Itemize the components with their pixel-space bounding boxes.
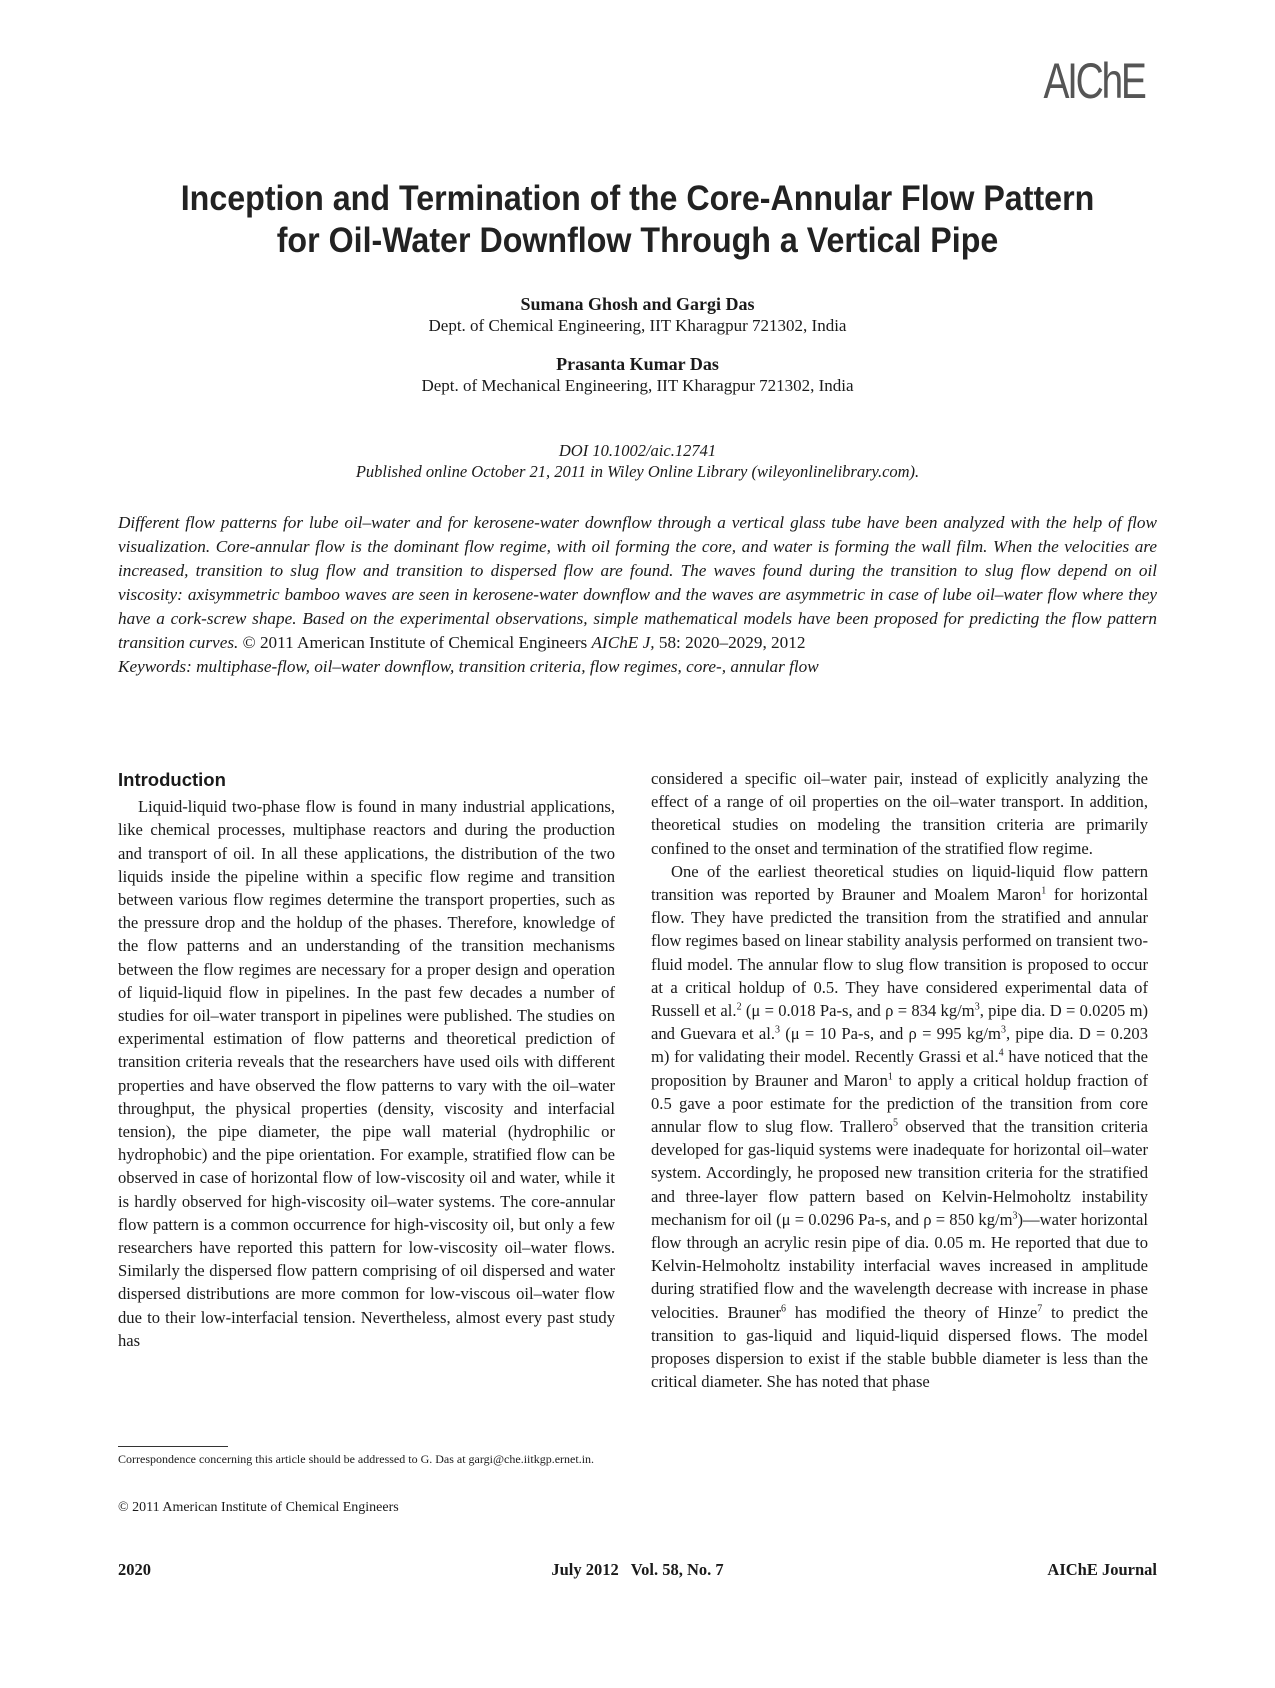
exponent: 3 — [1000, 1024, 1006, 1036]
published-online: Published online October 21, 2011 in Wiley Online Library (wileyonlinelibrary.com). — [355, 462, 920, 481]
copyright-line: © 2011 American Institute of Chemical Engineers — [118, 1500, 399, 1515]
journal-name: AIChE Journal — [1047, 1560, 1157, 1579]
article-title — [51, 178, 1224, 262]
journal-logo: AIChE — [1043, 53, 1145, 109]
citation-ref: 1 — [1041, 885, 1047, 897]
author-affiliation: Dept. of Chemical Engineering, IIT Kharagpur 721302, India — [428, 316, 847, 335]
paragraph: considered a specific oil–water pair, instead of explicitly analyzing the effect of a range of oil properties on the oil–water transport. In addition, theoretical studies on modeling the transition criteria are primarily confined to the onset and termination of the stratified flow regime. — [651, 769, 1148, 858]
right-column — [651, 767, 1148, 1393]
citation-ref: 2 — [736, 1001, 742, 1013]
left-column — [118, 768, 615, 1352]
citation-ref: 7 — [1037, 1303, 1043, 1315]
author-block-1 — [0, 293, 1275, 337]
author-name: Prasanta Kumar Das — [556, 354, 719, 374]
citation-ref: 5 — [893, 1117, 899, 1129]
author-block-2 — [0, 353, 1275, 397]
keywords: Keywords: multiphase-flow, oil–water downflow, transition criteria, flow regimes, core-, annular flow — [118, 657, 819, 676]
issue-info: July 2012 Vol. 58, No. 7 — [551, 1560, 724, 1579]
citation-ref: 4 — [998, 1047, 1004, 1059]
author-affiliation: Dept. of Mechanical Engineering, IIT Kharagpur 721302, India — [421, 376, 854, 395]
citation-ref: 6 — [781, 1303, 787, 1315]
paragraph: One of the earliest theoretical studies on liquid-liquid flow pattern transition was reported by Brauner and Moalem Maron$^1$ for horizontal flow. They have predicted the transition from the stratified and annular flow regimes based on linear stability analysis performed on transient two-fluid model. The annular flow to slug flow transition is proposed to occur at a critical holdup of 0.5. They have considered experimental data of Russell et al.$^2$ (μ = 0.018 Pa-s, and ρ = 834 $kg/m^3$, pipe dia. D = 0.0205 m) and Guevara et al.$^3$ (μ = 10 Pa-s, and ρ = 995 $kg/m^3$, pipe dia. D = 0.203 m) for validating their model. Recently Grassi et al.$^4$ have noticed that the proposition by Brauner and Maron$^1$ to apply a critical holdup fraction of 0.5 gave a poor estimate for the prediction of the transition from core annular flow to slug flow. Trallero$^5$ observed that the transition criteria developed for gas-liquid systems were inadequate for horizontal oil–water system. Accordingly, he proposed new transition criteria for the stratified and three-layer flow pattern based on Kelvin-Helmoholtz instability mechanism for oil (μ = 0.0296 Pa-s, and ρ = 850 $kg/m^3)—water$ horizontal flow through an acrylic resin pipe of dia. 0.05 m. He reported that due to Kelvin-Helmoholtz instability interfacial waves increased in amplitude during stratified flow and the wavelength decrease with increase in phase velocities. Brauner$^6$ has modified the theory of Hinze$^7$ to predict the transition to gas-liquid and liquid-liquid dispersed flows. The model proposes dispersion to exist if the stable bubble diameter is less than the critical diameter. She has noted that phase — [651, 861, 1149, 1392]
abstract-body: Different flow patterns for lube oil–water and for kerosene-water downflow through a vertical glass tube have been analyzed with the help of flow visualization. Core-annular flow is the dominant flow regime, with oil forming the core, and water is forming the wall film. When the velocities are increased, transition to slug flow and transition to dispersed flow are found. The waves found during the transition to slug flow depend on oil viscosity: axisymmetric bamboo waves are seen in kerosene-water downflow and the waves are asymmetric in case of lube oil–water flow where they have a cork-screw shape. Based on the experimental observations, simple mathematical models have been proposed for predicting the flow pattern transition curves. — [118, 513, 1157, 652]
citation-ref: 1 — [887, 1071, 893, 1083]
paragraph: Liquid-liquid two-phase flow is found in many industrial applications, like chemical processes, multiphase reactors and during the production and transport of oil. In all these applications, the distribution of the two liquids inside the pipeline within a specific flow regime and transition between various flow regimes determine the transport properties, such as the pressure drop and the holdup of the phases. Therefore, knowledge of the flow patterns and an understanding of the transition mechanisms between the flow regimes are necessary for a proper design and operation of liquid-liquid flow in pipelines. In the past few decades a number of studies for oil–water transport in pipelines were published. The studies on experimental estimation of flow patterns and theoretical prediction of transition criteria reveals that the researchers have used oils with different properties and have observed the flow patterns to vary with the oil–water throughput, the physical properties (density, viscosity and interfacial tension), the pipe diameter, the pipe wall material (hydrophilic or hydrophobic) and the pipe orientation. For example, stratified flow can be observed in case of horizontal flow of low-viscosity oil and water, while it is hardly observed for high-viscosity oil–water systems. The core-annular flow pattern is a common occurrence for high-viscosity oil, but only a few researchers have reported this pattern for low-viscosity oil–water flows. Similarly the dispersed flow pattern comprising of oil dispersed and water dispersed distributions are more common for low-viscous oil–water flow due to their low-interfacial tension. Nevertheless, almost every past study has — [118, 797, 615, 1350]
abstract-journal: AIChE J, — [591, 633, 655, 652]
exponent: 3 — [1012, 1210, 1018, 1222]
abstract-citation: 58: 2020–2029, 2012 — [658, 633, 806, 652]
citation-ref: 3 — [775, 1024, 780, 1036]
abstract-copyright: © 2011 American Institute of Chemical Engineers — [242, 633, 588, 652]
article-title-line1: Inception and Termination of the Core-Annular Flow Pattern — [180, 179, 1095, 218]
exponent: 3 — [974, 1001, 980, 1013]
section-heading-introduction: Introduction — [118, 769, 226, 790]
article-title-line2: for Oil-Water Downflow Through a Vertical Pipe — [276, 221, 999, 260]
abstract — [118, 511, 1157, 679]
author-name: Sumana Ghosh and Gargi Das — [520, 294, 755, 314]
doi: DOI 10.1002/aic.12741 — [558, 441, 717, 460]
page-number: 2020 — [118, 1560, 151, 1579]
doi-block — [0, 440, 1275, 482]
footnote-rule — [118, 1446, 228, 1447]
correspondence-footnote: Correspondence concerning this article should be addressed to G. Das at gargi@che.iitkgp.ernet.in. — [118, 1452, 595, 1466]
